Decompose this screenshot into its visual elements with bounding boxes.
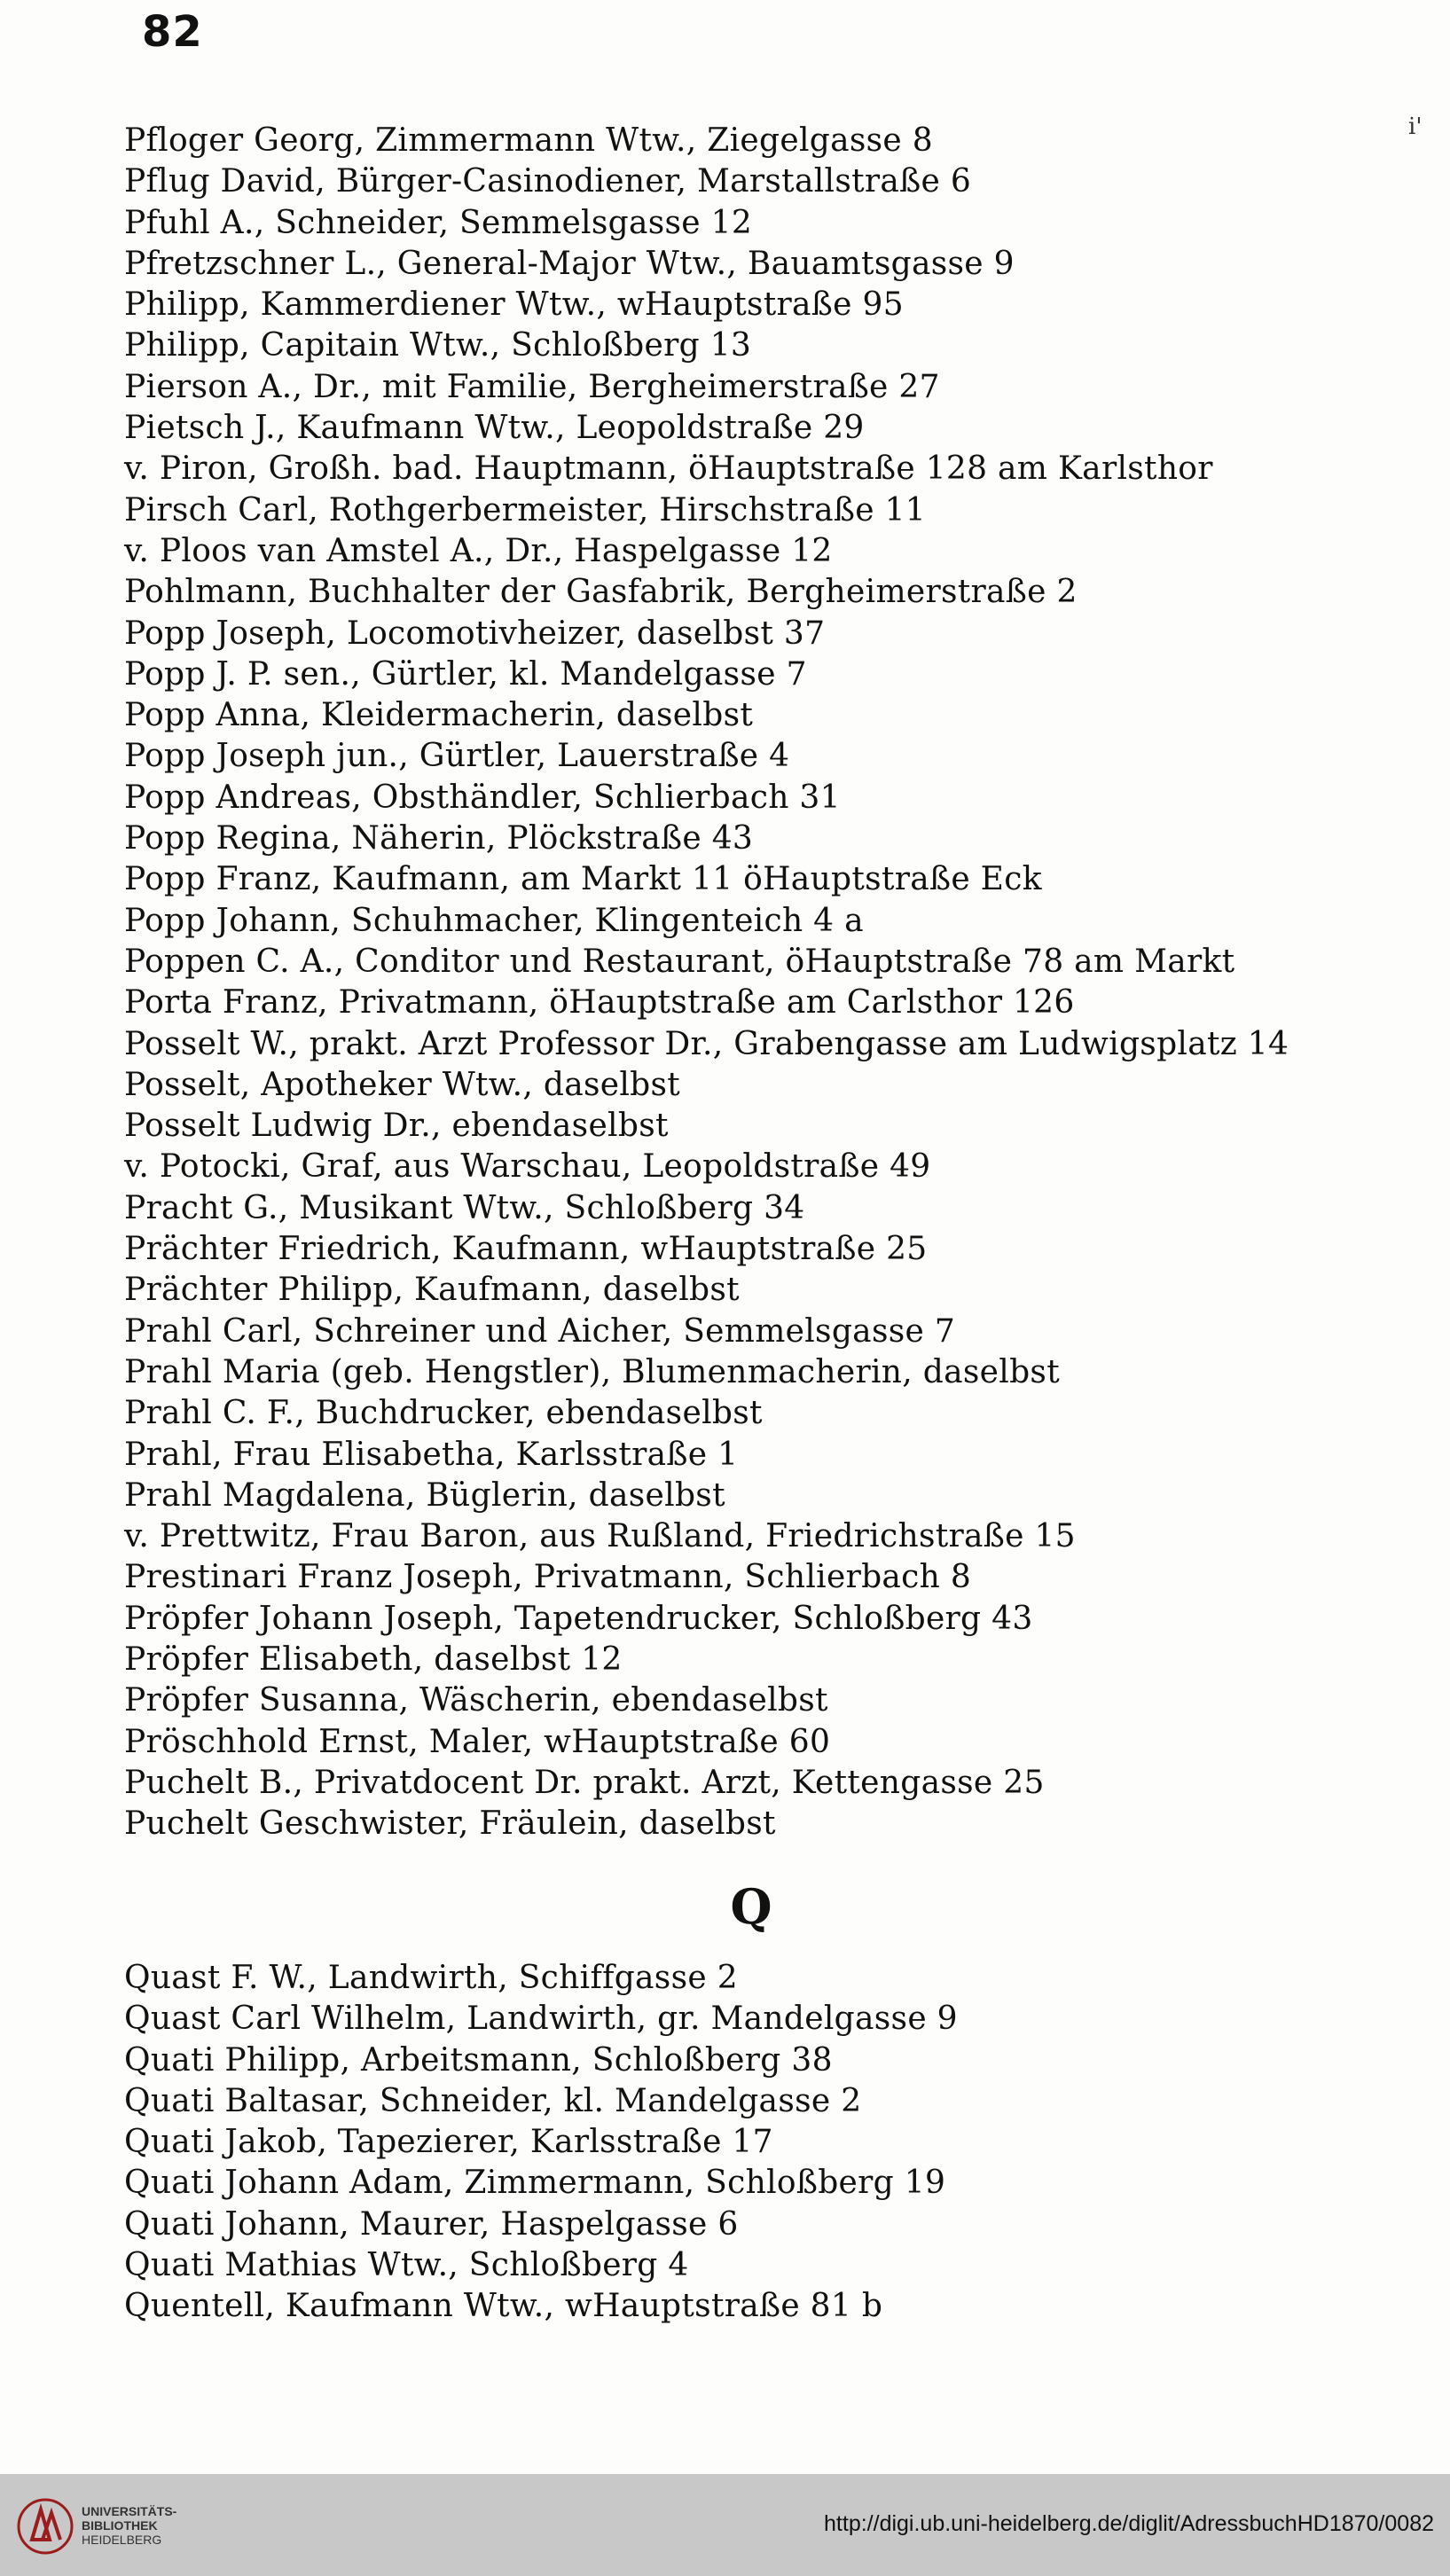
- directory-entry: v. Potocki, Graf, aus Warschau, Leopoldstraße 49: [124, 1148, 931, 1186]
- directory-entry: Popp Andreas, Obsthändler, Schlierbach 31: [124, 779, 841, 816]
- directory-entry: Quati Johann Adam, Zimmermann, Schloßberg 19: [124, 2165, 946, 2202]
- directory-entry: Quast F. W., Landwirth, Schiffgasse 2: [124, 1960, 738, 1996]
- directory-entry: Quentell, Kaufmann Wtw., wHauptstraße 81 b: [124, 2288, 883, 2325]
- directory-entry: Posselt W., prakt. Arzt Professor Dr., Grabengasse am Ludwigsplatz 14: [124, 1025, 1289, 1062]
- footer-bar: [0, 2474, 1450, 2576]
- directory-entry: Prahl, Frau Elisabetha, Karlsstraße 1: [124, 1436, 739, 1473]
- directory-entry: Prächter Philipp, Kaufmann, daselbst: [124, 1272, 740, 1309]
- directory-entry: Prestinari Franz Joseph, Privatmann, Schlierbach 8: [124, 1559, 972, 1596]
- directory-entry: Prächter Friedrich, Kaufmann, wHauptstraße 25: [124, 1231, 928, 1268]
- university-seal-icon: [16, 2494, 74, 2559]
- directory-entry: Pröschhold Ernst, Maler, wHauptstraße 60: [124, 1723, 831, 1760]
- directory-entry: v. Prettwitz, Frau Baron, aus Rußland, Friedrichstraße 15: [124, 1518, 1076, 1555]
- directory-entry: Pflug David, Bürger-Casinodiener, Marstallstraße 6: [124, 163, 972, 200]
- directory-entry: Popp Franz, Kaufmann, am Markt 11 öHauptstraße Eck: [124, 861, 1042, 898]
- directory-entry: Porta Franz, Privatmann, öHauptstraße am Carlsthor 126: [124, 984, 1075, 1022]
- directory-entry: Puchelt Geschwister, Fräulein, daselbst: [124, 1805, 776, 1843]
- directory-entries-p: [124, 121, 1428, 1844]
- directory-entry: Quati Johann, Maurer, Haspelgasse 6: [124, 2205, 739, 2243]
- directory-entry: Posselt, Apotheker Wtw., daselbst: [124, 1066, 681, 1103]
- directory-entry: Philipp, Capitain Wtw., Schloßberg 13: [124, 327, 752, 364]
- directory-entry: Popp J. P. sen., Gürtler, kl. Mandelgasse 7: [124, 655, 807, 693]
- page-number: 82: [142, 7, 203, 57]
- directory-entry: v. Piron, Großh. bad. Hauptmann, öHauptstraße 128 am Karlsthor: [124, 450, 1213, 488]
- directory-entry: Quati Baltasar, Schneider, kl. Mandelgasse 2: [124, 2082, 862, 2119]
- corner-mark: i': [1408, 114, 1423, 140]
- directory-entry: Prahl Maria (geb. Hengstler), Blumenmacherin, daselbst: [124, 1353, 1060, 1390]
- directory-entry: Pröpfer Elisabeth, daselbst 12: [124, 1640, 623, 1678]
- directory-entry: Popp Joseph jun., Gürtler, Lauerstraße 4: [124, 738, 790, 775]
- logo-line-3: HEIDELBERG: [82, 2533, 162, 2547]
- directory-entry: Pfretzschner L., General-Major Wtw., Bauamtsgasse 9: [124, 245, 1015, 282]
- logo-line-2: BIBLIOTHEK: [82, 2518, 158, 2533]
- directory-entry: Popp Joseph, Locomotivheizer, daselbst 37: [124, 615, 826, 652]
- directory-entry: Pröpfer Johann Joseph, Tapetendrucker, Schloßberg 43: [124, 1600, 1033, 1637]
- directory-entry: Philipp, Kammerdiener Wtw., wHauptstraße 95: [124, 286, 904, 324]
- directory-entry: Pracht G., Musikant Wtw., Schloßberg 34: [124, 1189, 805, 1226]
- directory-entry: Pietsch J., Kaufmann Wtw., Leopoldstraße 29: [124, 410, 865, 447]
- directory-entry: Pohlmann, Buchhalter der Gasfabrik, Bergheimerstraße 2: [124, 574, 1078, 611]
- directory-entry: v. Ploos van Amstel A., Dr., Haspelgasse 12: [124, 532, 833, 569]
- directory-entry: Quati Philipp, Arbeitsmann, Schloßberg 38: [124, 2041, 833, 2079]
- directory-entry: Pfloger Georg, Zimmermann Wtw., Ziegelgasse 8: [124, 122, 933, 159]
- directory-entry: Prahl C. F., Buchdrucker, ebendaselbst: [124, 1395, 763, 1432]
- directory-entry: Pierson A., Dr., mit Familie, Bergheimerstraße 27: [124, 368, 940, 405]
- directory-entry: Popp Regina, Näherin, Plöckstraße 43: [124, 820, 754, 857]
- directory-entry: Pröpfer Susanna, Wäscherin, ebendaselbst: [124, 1682, 828, 1719]
- directory-entry: Popp Johann, Schuhmacher, Klingenteich 4 a: [124, 902, 864, 939]
- section-heading-q: Q: [730, 1878, 772, 1935]
- directory-entry: Prahl Magdalena, Büglerin, daselbst: [124, 1476, 725, 1514]
- directory-entry: Puchelt B., Privatdocent Dr. prakt. Arzt, Kettengasse 25: [124, 1764, 1045, 1801]
- directory-entry: Quast Carl Wilhelm, Landwirth, gr. Mandelgasse 9: [124, 2001, 958, 2038]
- directory-entry: Quati Mathias Wtw., Schloßberg 4: [124, 2247, 689, 2284]
- directory-entry: Quati Jakob, Tapezierer, Karlsstraße 17: [124, 2124, 773, 2161]
- source-url-link[interactable]: http://digi.ub.uni-heidelberg.de/diglit/AdressbuchHD1870/0082: [824, 2511, 1434, 2536]
- directory-entry: Pirsch Carl, Rothgerbermeister, Hirschstraße 11: [124, 491, 926, 529]
- logo-line-1: UNIVERSITÄTS-: [82, 2504, 177, 2518]
- directory-entry: Prahl Carl, Schreiner und Aicher, Semmelsgasse 7: [124, 1312, 956, 1350]
- library-logo-text: [82, 2504, 176, 2547]
- directory-entry: Poppen C. A., Conditor und Restaurant, öHauptstraße 78 am Markt: [124, 943, 1235, 980]
- directory-entry: Posselt Ludwig Dr., ebendaselbst: [124, 1108, 669, 1145]
- directory-entry: Popp Anna, Kleidermacherin, daselbst: [124, 697, 754, 734]
- directory-entry: Pfuhl A., Schneider, Semmelsgasse 12: [124, 204, 753, 241]
- directory-entries-q: [124, 1958, 1428, 2328]
